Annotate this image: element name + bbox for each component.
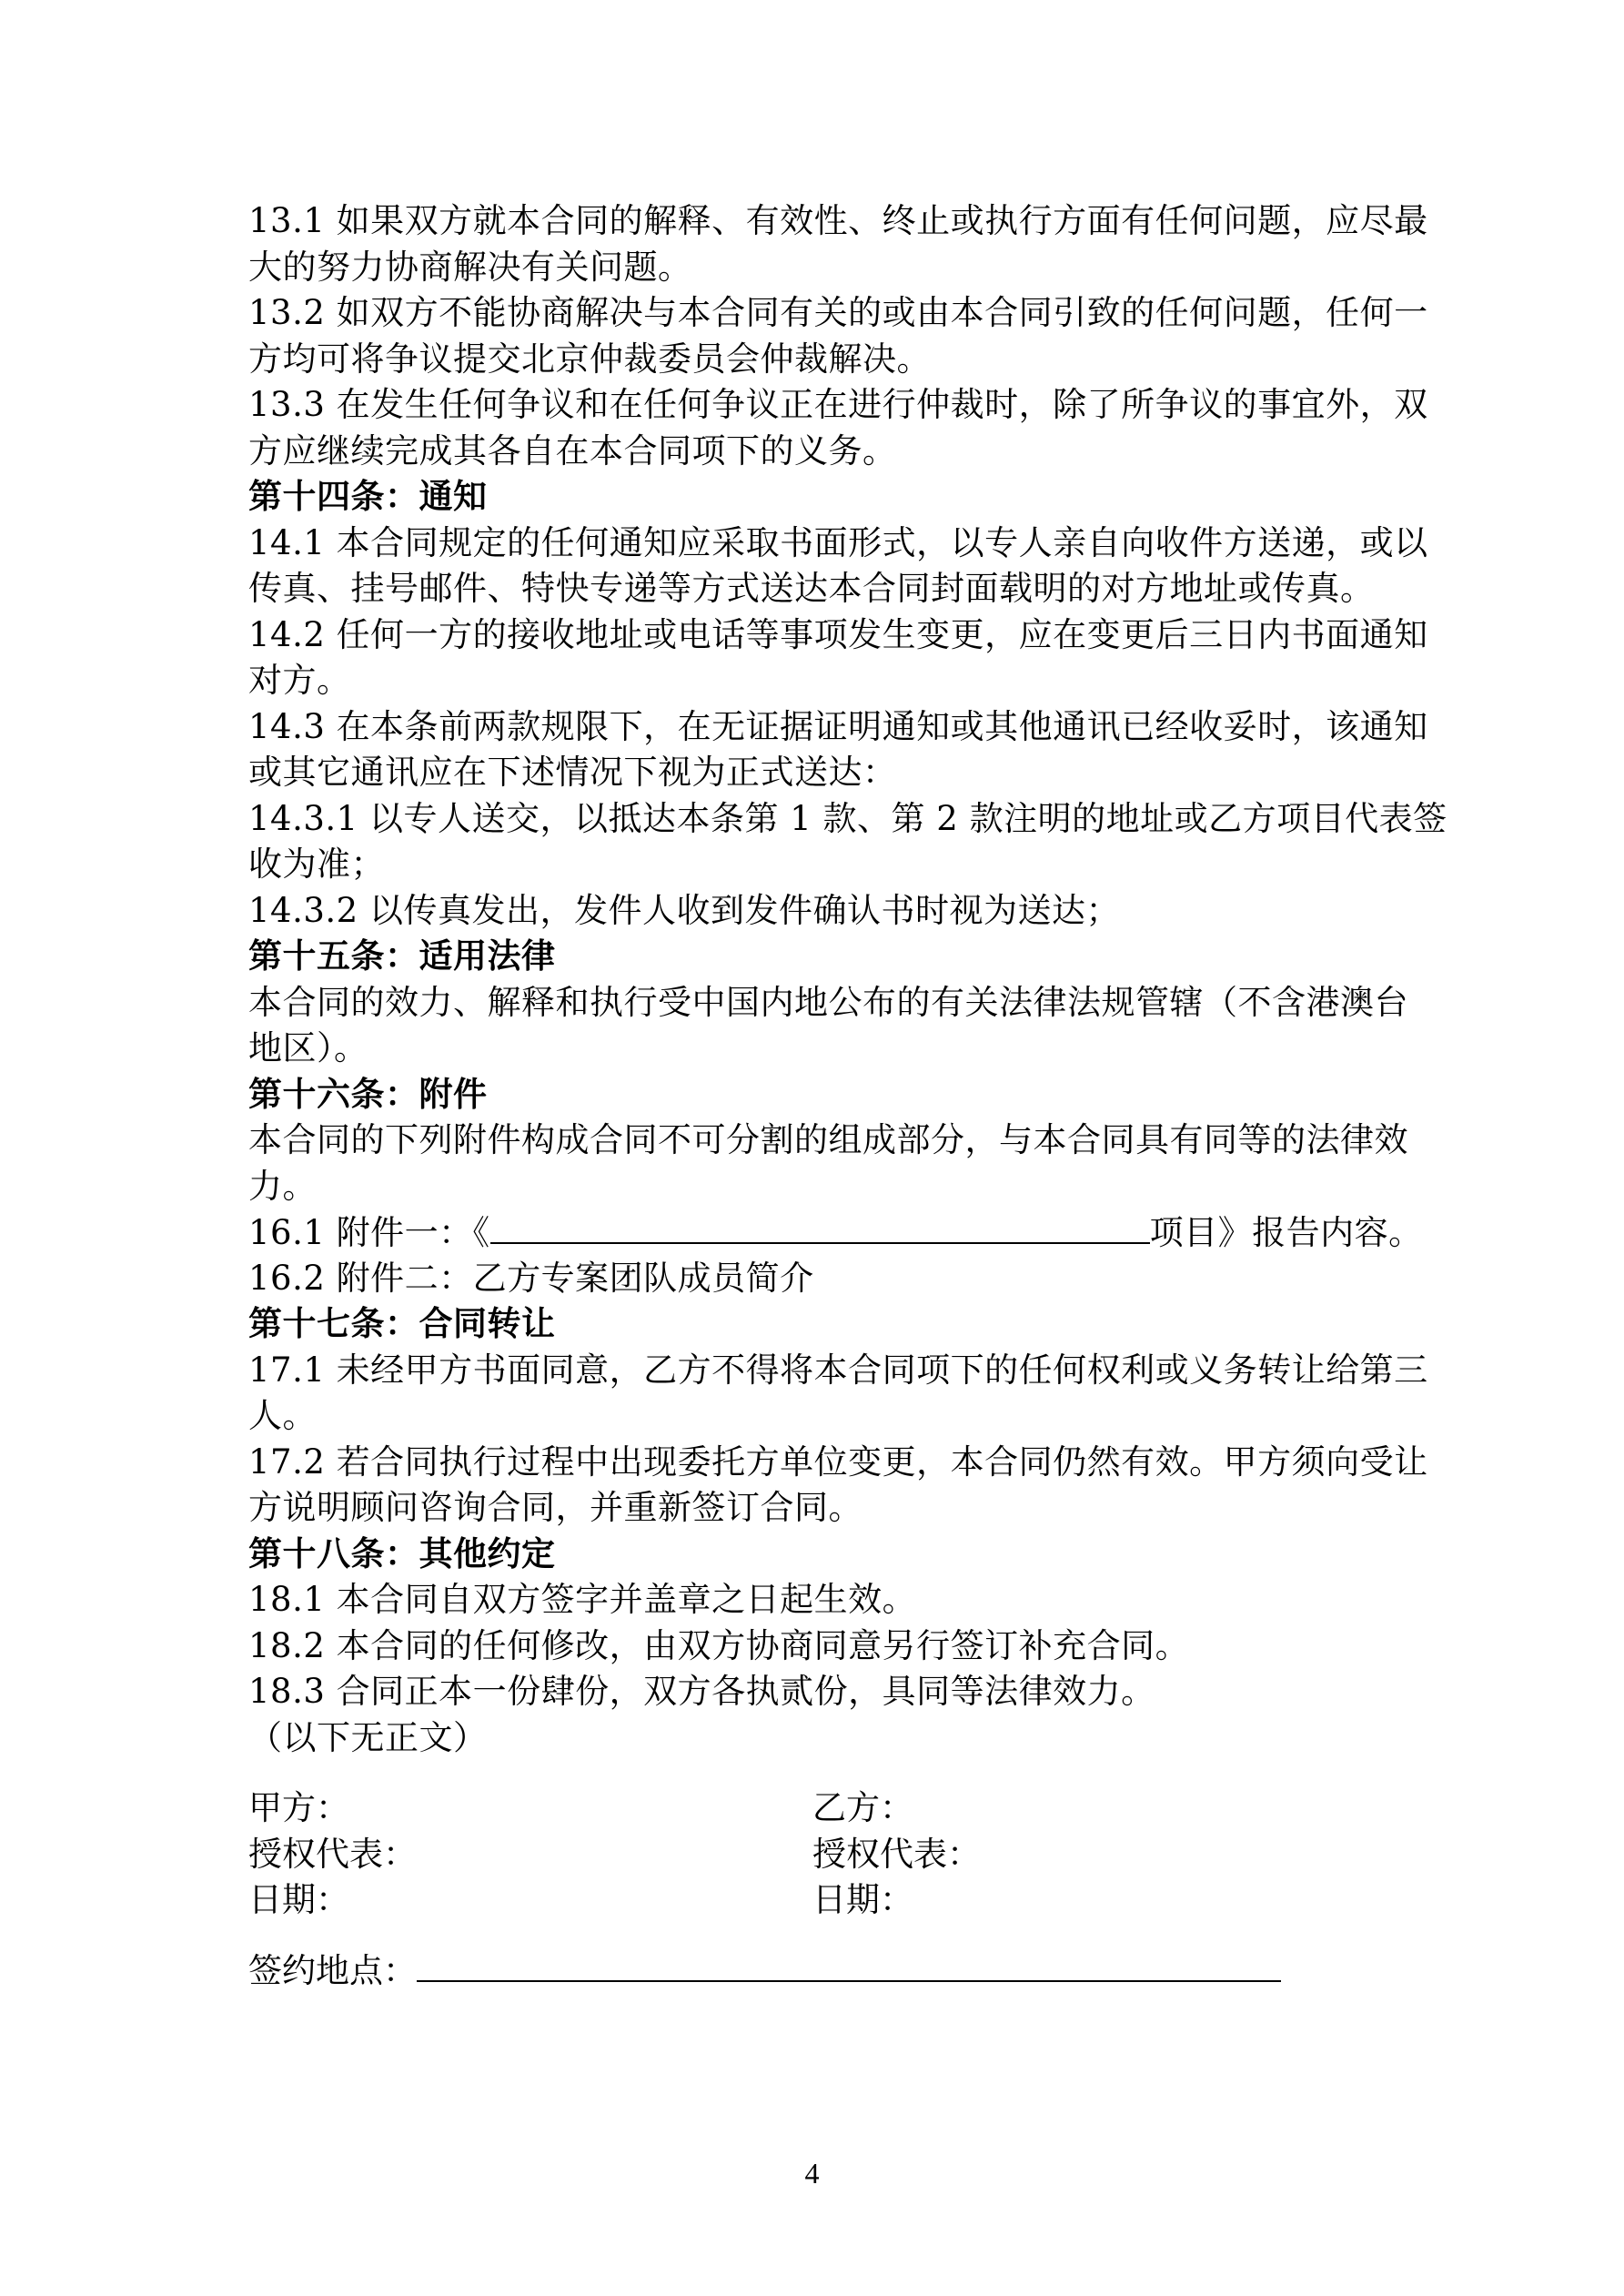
clause-14-3-line-2: 或其它通讯应在下述情况下视为正式送达： [248,753,897,792]
clause-17-1-line-1: 17.1 未经甲方书面同意，乙方不得将本合同项下的任何权利或义务转让给第三 [248,1350,1428,1390]
party-a-representative-label[interactable]: 授权代表： [248,1834,417,1874]
clause-16-2: 16.2 附件二：乙方专案团队成员简介 [248,1258,814,1298]
no-text-below-note: （以下无正文） [248,1717,488,1757]
clause-13-3-line-1: 13.3 在发生任何争议和在任何争议正在进行仲裁时，除了所争议的事宜外，双 [248,385,1428,424]
party-a-label[interactable]: 甲方： [248,1788,349,1827]
signing-place [248,1947,1281,1995]
party-b-date-label[interactable]: 日期： [812,1880,913,1919]
article-16-heading: 第十六条：附件 [248,1074,488,1114]
page-number: 4 [804,2157,820,2190]
clause-17-1-line-2: 人。 [248,1396,317,1435]
party-b-signature-block [812,1785,981,1924]
clause-17-2-line-1: 17.2 若合同执行过程中出现委托方单位变更，本合同仍然有效。甲方须向受让 [248,1441,1428,1482]
clause-13-1-line-1: 13.1 如果双方就本合同的解释、有效性、终止或执行方面有任何问题，应尽最 [248,201,1428,240]
clause-14-3-line-1: 14.3 在本条前两款规限下，在无证据证明通知或其他通讯已经收妥时，该通知 [248,706,1428,746]
clause-16-1-suffix: 项目》报告内容。 [1149,1213,1423,1252]
clause-13-2-line-2: 方均可将争议提交北京仲裁委员会仲裁解决。 [248,339,931,379]
clause-13-2-line-1: 13.2 如双方不能协商解决与本合同有关的或由本合同引致的任何问题，任何一 [248,293,1428,332]
article-16-text-line-1: 本合同的下列附件构成合同不可分割的组成部分，与本合同具有同等的法律效 [248,1120,1408,1159]
signing-place-blank[interactable] [417,1947,1281,1982]
article-18-heading: 第十八条：其他约定 [248,1533,556,1573]
article-15-text-line-1: 本合同的效力、解释和执行受中国内地公布的有关法律法规管辖（不含港澳台 [248,982,1408,1022]
clause-16-1-prefix: 16.1 附件一：《 [248,1213,490,1252]
article-17-heading: 第十七条：合同转让 [248,1304,556,1343]
clause-18-2: 18.2 本合同的任何修改，由双方协商同意另行签订补充合同。 [248,1625,1190,1665]
party-b-representative-label[interactable]: 授权代表： [812,1834,981,1874]
party-a-date-label[interactable]: 日期： [248,1880,349,1919]
clause-14-2-line-1: 14.2 任何一方的接收地址或电话等事项发生变更，应在变更后三日内书面通知 [248,614,1428,654]
article-16-text-line-2: 力。 [248,1166,317,1206]
article-15-text-line-2: 地区）。 [248,1028,368,1067]
article-14-heading: 第十四条：通知 [248,477,488,516]
clause-13-1-line-2: 大的努力协商解决有关问题。 [248,247,692,287]
clause-14-3-2: 14.3.2 以传真发出，发件人收到发件确认书时视为送达； [248,890,1120,930]
clause-14-1-line-2: 传真、挂号邮件、特快专递等方式送达本合同封面载明的对方地址或传真。 [248,569,1375,608]
party-b-label[interactable]: 乙方： [812,1788,913,1827]
clause-13-3-line-2: 方应继续完成其各自在本合同项下的义务。 [248,430,897,470]
signing-place-label: 签约地点： [248,1951,417,1990]
project-name-blank[interactable] [490,1209,1150,1244]
clause-18-3: 18.3 合同正本一份肆份，双方各执贰份，具同等法律效力。 [248,1672,1155,1711]
clause-16-1 [248,1209,1423,1256]
contract-body [248,198,1447,1761]
clause-14-1-line-1: 14.1 本合同规定的任何通知应采取书面形式，以专人亲自向收件方送递，或以 [248,522,1428,562]
clause-17-2-line-2: 方说明顾问咨询合同，并重新签订合同。 [248,1488,862,1527]
clause-14-2-line-2: 对方。 [248,661,351,700]
party-a-signature-block [248,1785,417,1924]
article-15-heading: 第十五条：适用法律 [248,936,556,976]
clause-14-3-1-line-1: 14.3.1 以专人送交，以抵达本条第 1 款、第 2 款注明的地址或乙方项目代表签 [248,798,1447,838]
clause-18-1: 18.1 本合同自双方签字并盖章之日起生效。 [248,1580,917,1619]
clause-14-3-1-line-2: 收为准； [248,845,385,884]
